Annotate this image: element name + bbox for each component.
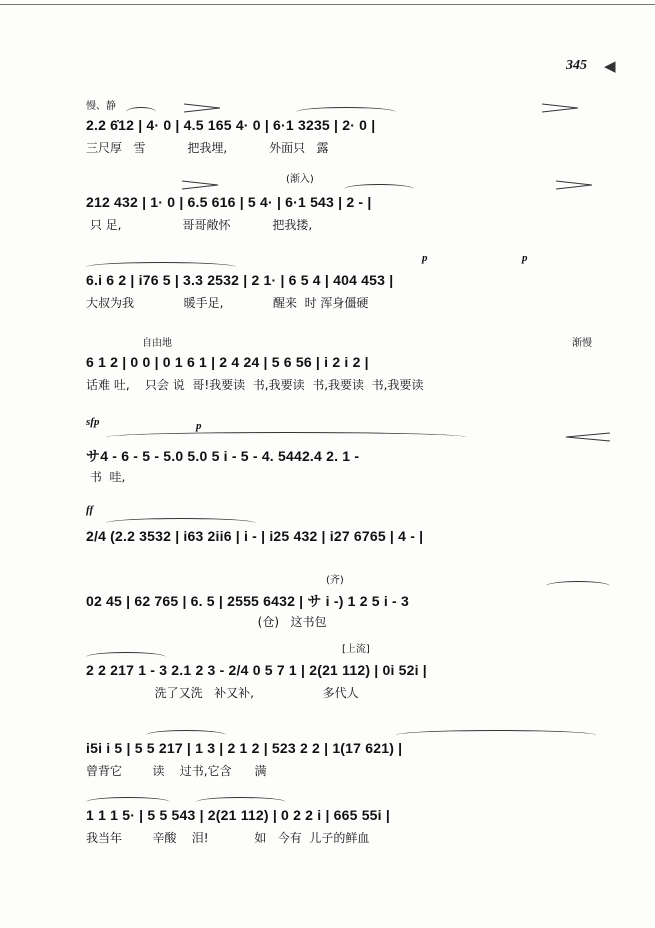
notation-line: 2.2 6̇12 | 4· 0 | 4.5 165 4· 0 | 6·1 3235 | 2· 0 | — [86, 117, 376, 133]
notation-line: 212 432 | 1· 0 | 6.5 616 | 5 4· | 6·1 543 | 2 - | — [86, 194, 372, 210]
slur — [126, 107, 156, 117]
slur — [344, 184, 414, 194]
lyric-line: 我当年 辛酸 泪! 如 今有 儿子的鲜血 — [86, 831, 370, 845]
slur — [106, 518, 256, 528]
tempo-marking: 慢、静 — [86, 101, 116, 112]
lyric-line: 书 哇, — [86, 470, 126, 484]
slur — [86, 262, 236, 272]
page-corner-arrow-icon: ◀ — [604, 57, 616, 75]
slur — [146, 730, 226, 740]
lyric-line: 话难 吐, 只会 说 哥!我要读 书,我要读 书,我要读 书,我要读 — [86, 378, 424, 392]
slur — [396, 730, 596, 740]
lyric-line: (仓) 这书包 — [86, 615, 327, 629]
notation-line: 6.i 6 2 | i76 5 | 3.3 2532 | 2 1· | 6 5 4 | 404 453 | — [86, 272, 394, 288]
lyric-line: 只 足, 哥哥敞怀 把我搂, — [86, 218, 313, 232]
section-marking: [上流] — [342, 644, 370, 655]
notation-line: 6 1 2 | 0 0 | 0 1 6 1 | 2 4 24 | 5 6 56 | i 2 i 2 | — [86, 354, 369, 370]
notation-line: 02 45 | 62 765 | 6. 5 | 2555 6432 | サ i -) 1 2 5 i - 3 — [86, 593, 409, 609]
dynamic-marking: sfp — [86, 416, 100, 428]
lyric-line: 大叔为我 暖手足, 醒来 时 浑身僵硬 — [86, 296, 369, 310]
slur — [546, 581, 610, 591]
dynamic-marking: p — [422, 252, 428, 264]
crescendo-hairpin — [566, 432, 610, 442]
lyric-line: 洗了又洗 补又补, 多代人 — [86, 686, 359, 700]
tempo-marking: 渐慢 — [572, 338, 592, 349]
slur — [196, 797, 286, 807]
dynamic-marking: p — [522, 252, 528, 264]
decrescendo-hairpin — [542, 103, 578, 113]
decrescendo-hairpin — [184, 103, 220, 113]
notation-line: i5i i 5 | 5 5 217 | 1 3 | 2 1 2 | 523 2 2 | 1(17 621) | — [86, 740, 403, 756]
dynamic-marking: p — [196, 420, 202, 432]
dynamic-marking: ff — [86, 504, 94, 516]
slur — [296, 107, 396, 117]
decrescendo-hairpin — [556, 180, 592, 190]
decrescendo-hairpin — [182, 180, 218, 190]
page-number: 345 — [566, 58, 587, 73]
slur — [86, 797, 170, 807]
notation-line: 2/4 (2.2 3532 | i63 2ii6 | i - | i25 432 | i27 6765 | 4 - | — [86, 528, 424, 544]
lyric-line: 三尺厚 雪 把我埋, 外面只 露 — [86, 141, 329, 155]
dynamic-marking: (渐入) — [286, 174, 314, 185]
slur — [106, 432, 466, 442]
lyric-line: 曾背它 读 过书,它含 满 — [86, 764, 267, 778]
section-marking: (齐) — [326, 575, 344, 586]
slur — [86, 652, 166, 662]
tempo-marking: 自由地 — [142, 338, 172, 349]
notation-line: サ4 - 6 - 5 - 5.0 5.0 5 i - 5 - 4. 5442.4 2. 1 - — [86, 448, 360, 464]
notation-line: 1 1 1 5· | 5 5 543 | 2(21 112) | 0 2 2 i | 665 55i | — [86, 807, 390, 823]
notation-line: 2 2 217 1 - 3 2.1 2 3 - 2/4 0 5 7 1 | 2(21 112) | 0i 52i | — [86, 662, 427, 678]
top-border-line — [0, 4, 655, 5]
